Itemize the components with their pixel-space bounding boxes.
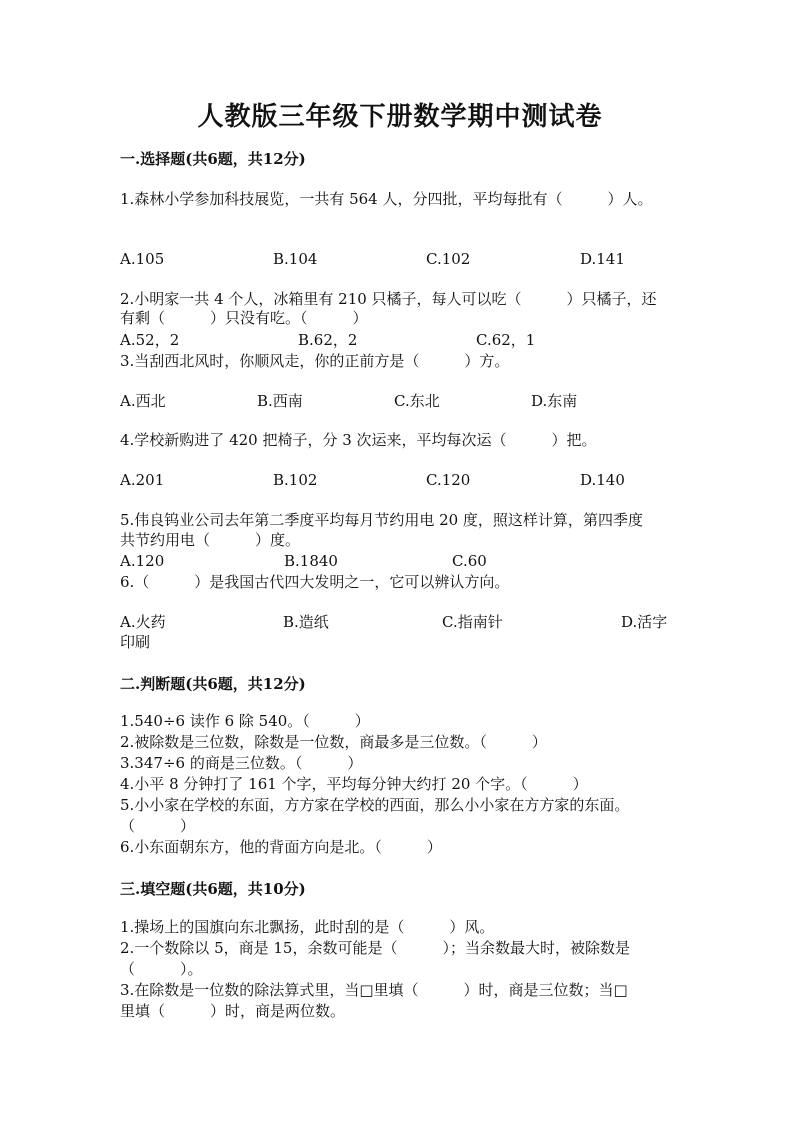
q6-option-c: C.指南针 — [442, 613, 503, 631]
q3-option-d: D.东南 — [531, 392, 578, 410]
page-title: 人教版三年级下册数学期中测试卷 — [197, 102, 603, 132]
question-2-line-1: 2.小明家一共 4 个人，冰箱里有 210 只橘子，每人可以吃（ ）只橘子，还 — [120, 290, 657, 308]
q3-option-b: B.西南 — [257, 392, 303, 410]
fill-item-2-wrap: （ ）。 — [120, 960, 203, 978]
q6-option-d-wrap: 印刷 — [120, 633, 151, 651]
fill-item-2: 2.一个数除以 5，商是 15，余数可能是（ ）；当余数最大时，被除数是 — [120, 939, 630, 957]
q3-option-a: A.西北 — [120, 392, 166, 410]
question-5-line-2: 共节约用电（ ）度。 — [120, 531, 301, 549]
judge-item-5: 5.小小家在学校的东面，方方家在学校的西面，那么小小家在方方家的东面。 — [120, 796, 630, 814]
question-4: 4.学校新购进了 420 把椅子，分 3 次运来，平均每次运（ ）把。 — [120, 431, 597, 449]
q3-option-c: C.东北 — [394, 392, 440, 410]
q1-option-b: B.104 — [273, 250, 318, 268]
question-5-line-1: 5.伟良钨业公司去年第二季度平均每月节约用电 20 度，照这样计算，第四季度 — [120, 511, 643, 529]
judge-item-3: 3.347÷6 的商是三位数。（ ） — [120, 754, 363, 772]
q5-option-b: B.1840 — [284, 552, 338, 570]
question-6: 6.（ ）是我国古代四大发明之一，它可以辨认方向。 — [120, 573, 510, 591]
judge-item-5-wrap: （ ） — [120, 817, 196, 835]
judge-item-2: 2.被除数是三位数，除数是一位数，商最多是三位数。（ ） — [120, 733, 547, 751]
section-heading-judge: 二.判断题(共6题，共12分) — [120, 675, 306, 693]
q1-option-d: D.141 — [580, 250, 625, 268]
q4-option-a: A.201 — [120, 471, 165, 489]
q6-option-b: B.造纸 — [283, 613, 329, 631]
judge-item-6: 6.小东面朝东方，他的背面方向是北。（ ） — [120, 838, 442, 856]
q6-option-a: A.火药 — [120, 613, 166, 631]
question-3: 3.当刮西北风时，你顺风走，你的正前方是（ ）方。 — [120, 352, 510, 370]
q2-option-a: A.52，2 — [120, 331, 180, 349]
fill-item-1: 1.操场上的国旗向东北飘扬，此时刮的是（ ）风。 — [120, 918, 495, 936]
judge-item-1: 1.540÷6 读作 6 除 540。（ ） — [120, 712, 370, 730]
fill-item-3-wrap: 里填（ ）时，商是两位数。 — [120, 1002, 346, 1020]
q1-option-c: C.102 — [426, 250, 471, 268]
question-2-line-2: 有剩（ ）只没有吃。（ ） — [120, 309, 368, 327]
q4-option-d: D.140 — [580, 471, 625, 489]
q6-option-d: D.活字 — [621, 613, 668, 631]
q4-option-c: C.120 — [426, 471, 471, 489]
q2-option-c: C.62，1 — [476, 331, 536, 349]
q5-option-a: A.120 — [120, 552, 165, 570]
question-1: 1.森林小学参加科技展览，一共有 564 人，分四批，平均每批有（ ）人。 — [120, 190, 653, 208]
section-heading-fill: 三.填空题(共6题，共10分) — [120, 880, 306, 898]
q2-option-b: B.62，2 — [298, 331, 358, 349]
q4-option-b: B.102 — [273, 471, 318, 489]
q5-option-c: C.60 — [452, 552, 487, 570]
section-heading-choice: 一.选择题(共6题，共12分) — [120, 150, 306, 168]
judge-item-4: 4.小平 8 分钟打了 161 个字，平均每分钟大约打 20 个字。（ ） — [120, 775, 588, 793]
q1-option-a: A.105 — [120, 250, 165, 268]
fill-item-3: 3.在除数是一位数的除法算式里，当□里填（ ）时，商是三位数；当□ — [120, 981, 628, 999]
